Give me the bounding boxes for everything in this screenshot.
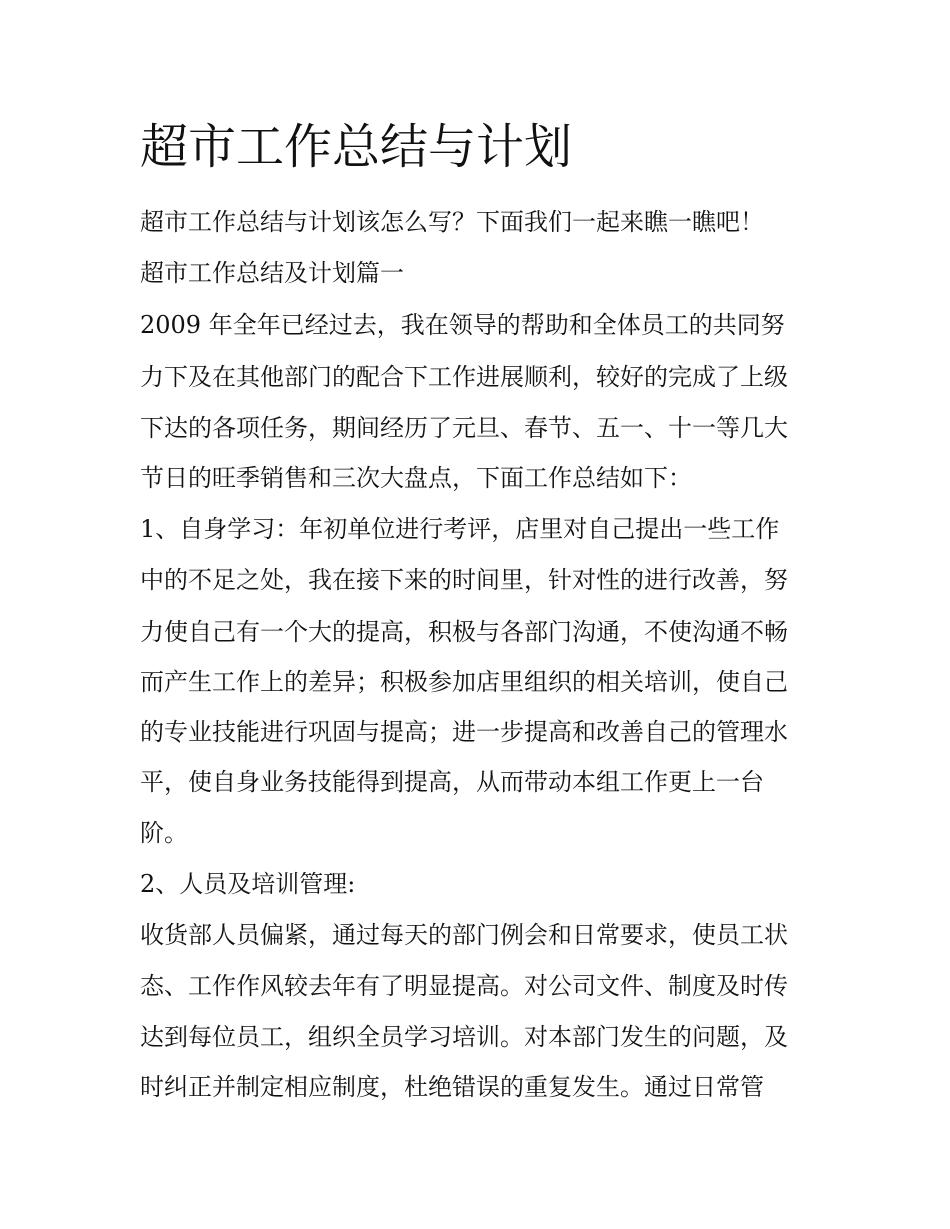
paragraph-line: 下达的各项任务，期间经历了元旦、春节、五一、十一等几大 bbox=[140, 414, 788, 442]
paragraph-line: 2009 年全年已经过去，我在领导的帮助和全体员工的共同努 bbox=[140, 311, 785, 339]
paragraph-line: 收货部人员偏紧，通过每天的部门例会和日常要求，使员工状 bbox=[140, 921, 788, 949]
paragraph-line: 中的不足之处，我在接下来的时间里，针对性的进行改善，努 bbox=[140, 566, 788, 594]
paragraph-line: 1、自身学习：年初单位进行考评，店里对自己提出一些工作 bbox=[140, 515, 780, 543]
paragraph-line: 达到每位员工，组织全员学习培训。对本部门发生的问题，及 bbox=[140, 1023, 788, 1051]
paragraph-line: 态、工作作风较去年有了明显提高。对公司文件、制度及时传 bbox=[140, 972, 788, 1000]
intro-line: 超市工作总结与计划该怎么写？下面我们一起来瞧一瞧吧！ bbox=[140, 208, 764, 236]
paragraph-line: 而产生工作上的差异；积极参加店里组织的相关培训，使自己 bbox=[140, 668, 788, 696]
paragraph-line: 力使自己有一个大的提高，积极与各部门沟通，不使沟通不畅 bbox=[140, 618, 788, 646]
paragraph-line: 平，使自身业务技能得到提高，从而带动本组工作更上一台 bbox=[140, 768, 764, 796]
paragraph-line: 节日的旺季销售和三次大盘点，下面工作总结如下： bbox=[140, 464, 692, 492]
section-heading: 超市工作总结及计划篇一 bbox=[140, 259, 404, 287]
section-subheading: 2、人员及培训管理: bbox=[140, 870, 356, 898]
document-title: 超市工作总结与计划 bbox=[140, 119, 573, 175]
paragraph-line: 时纠正并制定相应制度，杜绝错误的重复发生。通过日常管 bbox=[140, 1073, 764, 1101]
paragraph-line: 力下及在其他部门的配合下工作进展顺利，较好的完成了上级 bbox=[140, 363, 788, 391]
paragraph-line: 的专业技能进行巩固与提高；进一步提高和改善自己的管理水 bbox=[140, 718, 788, 746]
paragraph-line: 阶。 bbox=[140, 819, 188, 847]
